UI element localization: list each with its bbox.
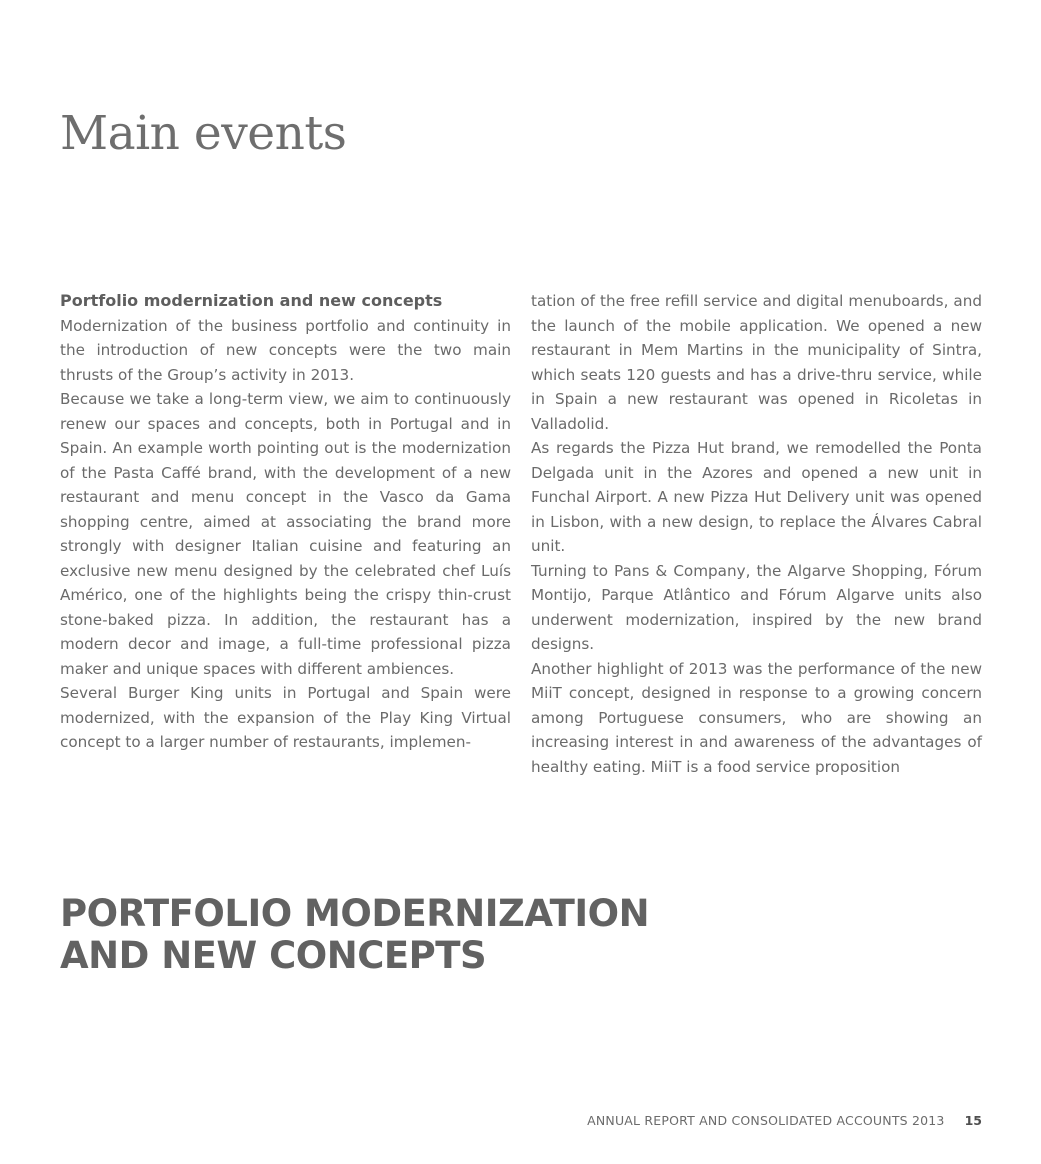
page-number: 15: [964, 1113, 982, 1128]
article-body: [60, 289, 982, 779]
paragraph: Turning to Pans & Company, the Algarve Shopping, Fórum Montijo, Parque Atlântico and Fórum Algarve units also underwent modernization, inspired by the new brand designs.: [531, 561, 982, 653]
section-heading: Portfolio modernization and new concepts: [60, 291, 443, 310]
paragraph: Another highlight of 2013 was the performance of the new MiiT concept, designed in response to a growing concern among Portuguese consumers, who are showing an increasing interest in and awareness of the advantages of healthy eating. MiiT is a food service proposition: [531, 659, 982, 776]
paragraph: As regards the Pizza Hut brand, we remodelled the Ponta Delgada unit in the Azores and opened a new unit in Funchal Airport. A new Pizza Hut Delivery unit was opened in Lisbon, with a new design, to replace the Álvares Cabral unit.: [531, 439, 982, 555]
paragraph: Modernization of the business portfolio and continuity in the introduction of new concepts were the two main thrusts of the Group’s activity in 2013.: [60, 316, 511, 384]
page-footer: [587, 1112, 982, 1130]
article-column-left: [60, 289, 511, 779]
feature-heading-line-1: PORTFOLIO MODERNIZATION: [60, 892, 650, 935]
report-name: ANNUAL REPORT AND CONSOLIDATED ACCOUNTS 2013: [587, 1113, 945, 1128]
page-title: Main events: [60, 106, 347, 161]
feature-heading: [60, 893, 649, 977]
paragraph: tation of the free refill service and digital menuboards, and the launch of the mobile application. We opened a new restaurant in Mem Martins in the municipality of Sintra, which seats 120 guests and has a drive-thru service, while in Spain a new restaurant was opened in Ricoletas in Valladolid.: [531, 292, 982, 433]
paragraph: Several Burger King units in Portugal and Spain were modernized, with the expansion of the Play King Virtual concept to a larger number of restaurants, implemen-: [60, 684, 511, 751]
paragraph: Because we take a long-term view, we aim to continuously renew our spaces and concepts, both in Portugal and in Spain. An example worth pointing out is the modernization of the Pasta Caffé brand, with the development of a new restaurant and menu concept in the Vasco da Gama shopping centre, aimed at associating the brand more strongly with designer Italian cuisine and featuring an exclusive new menu designed by the celebrated chef Luís Américo, one of the highlights being the crispy thin-crust stone-baked pizza. In addition, the restaurant has a modern decor and image, a full-time professional pizza maker and unique spaces with different ambiences.: [60, 390, 511, 678]
feature-heading-line-2: AND NEW CONCEPTS: [60, 934, 487, 977]
article-column-right: [531, 289, 982, 779]
